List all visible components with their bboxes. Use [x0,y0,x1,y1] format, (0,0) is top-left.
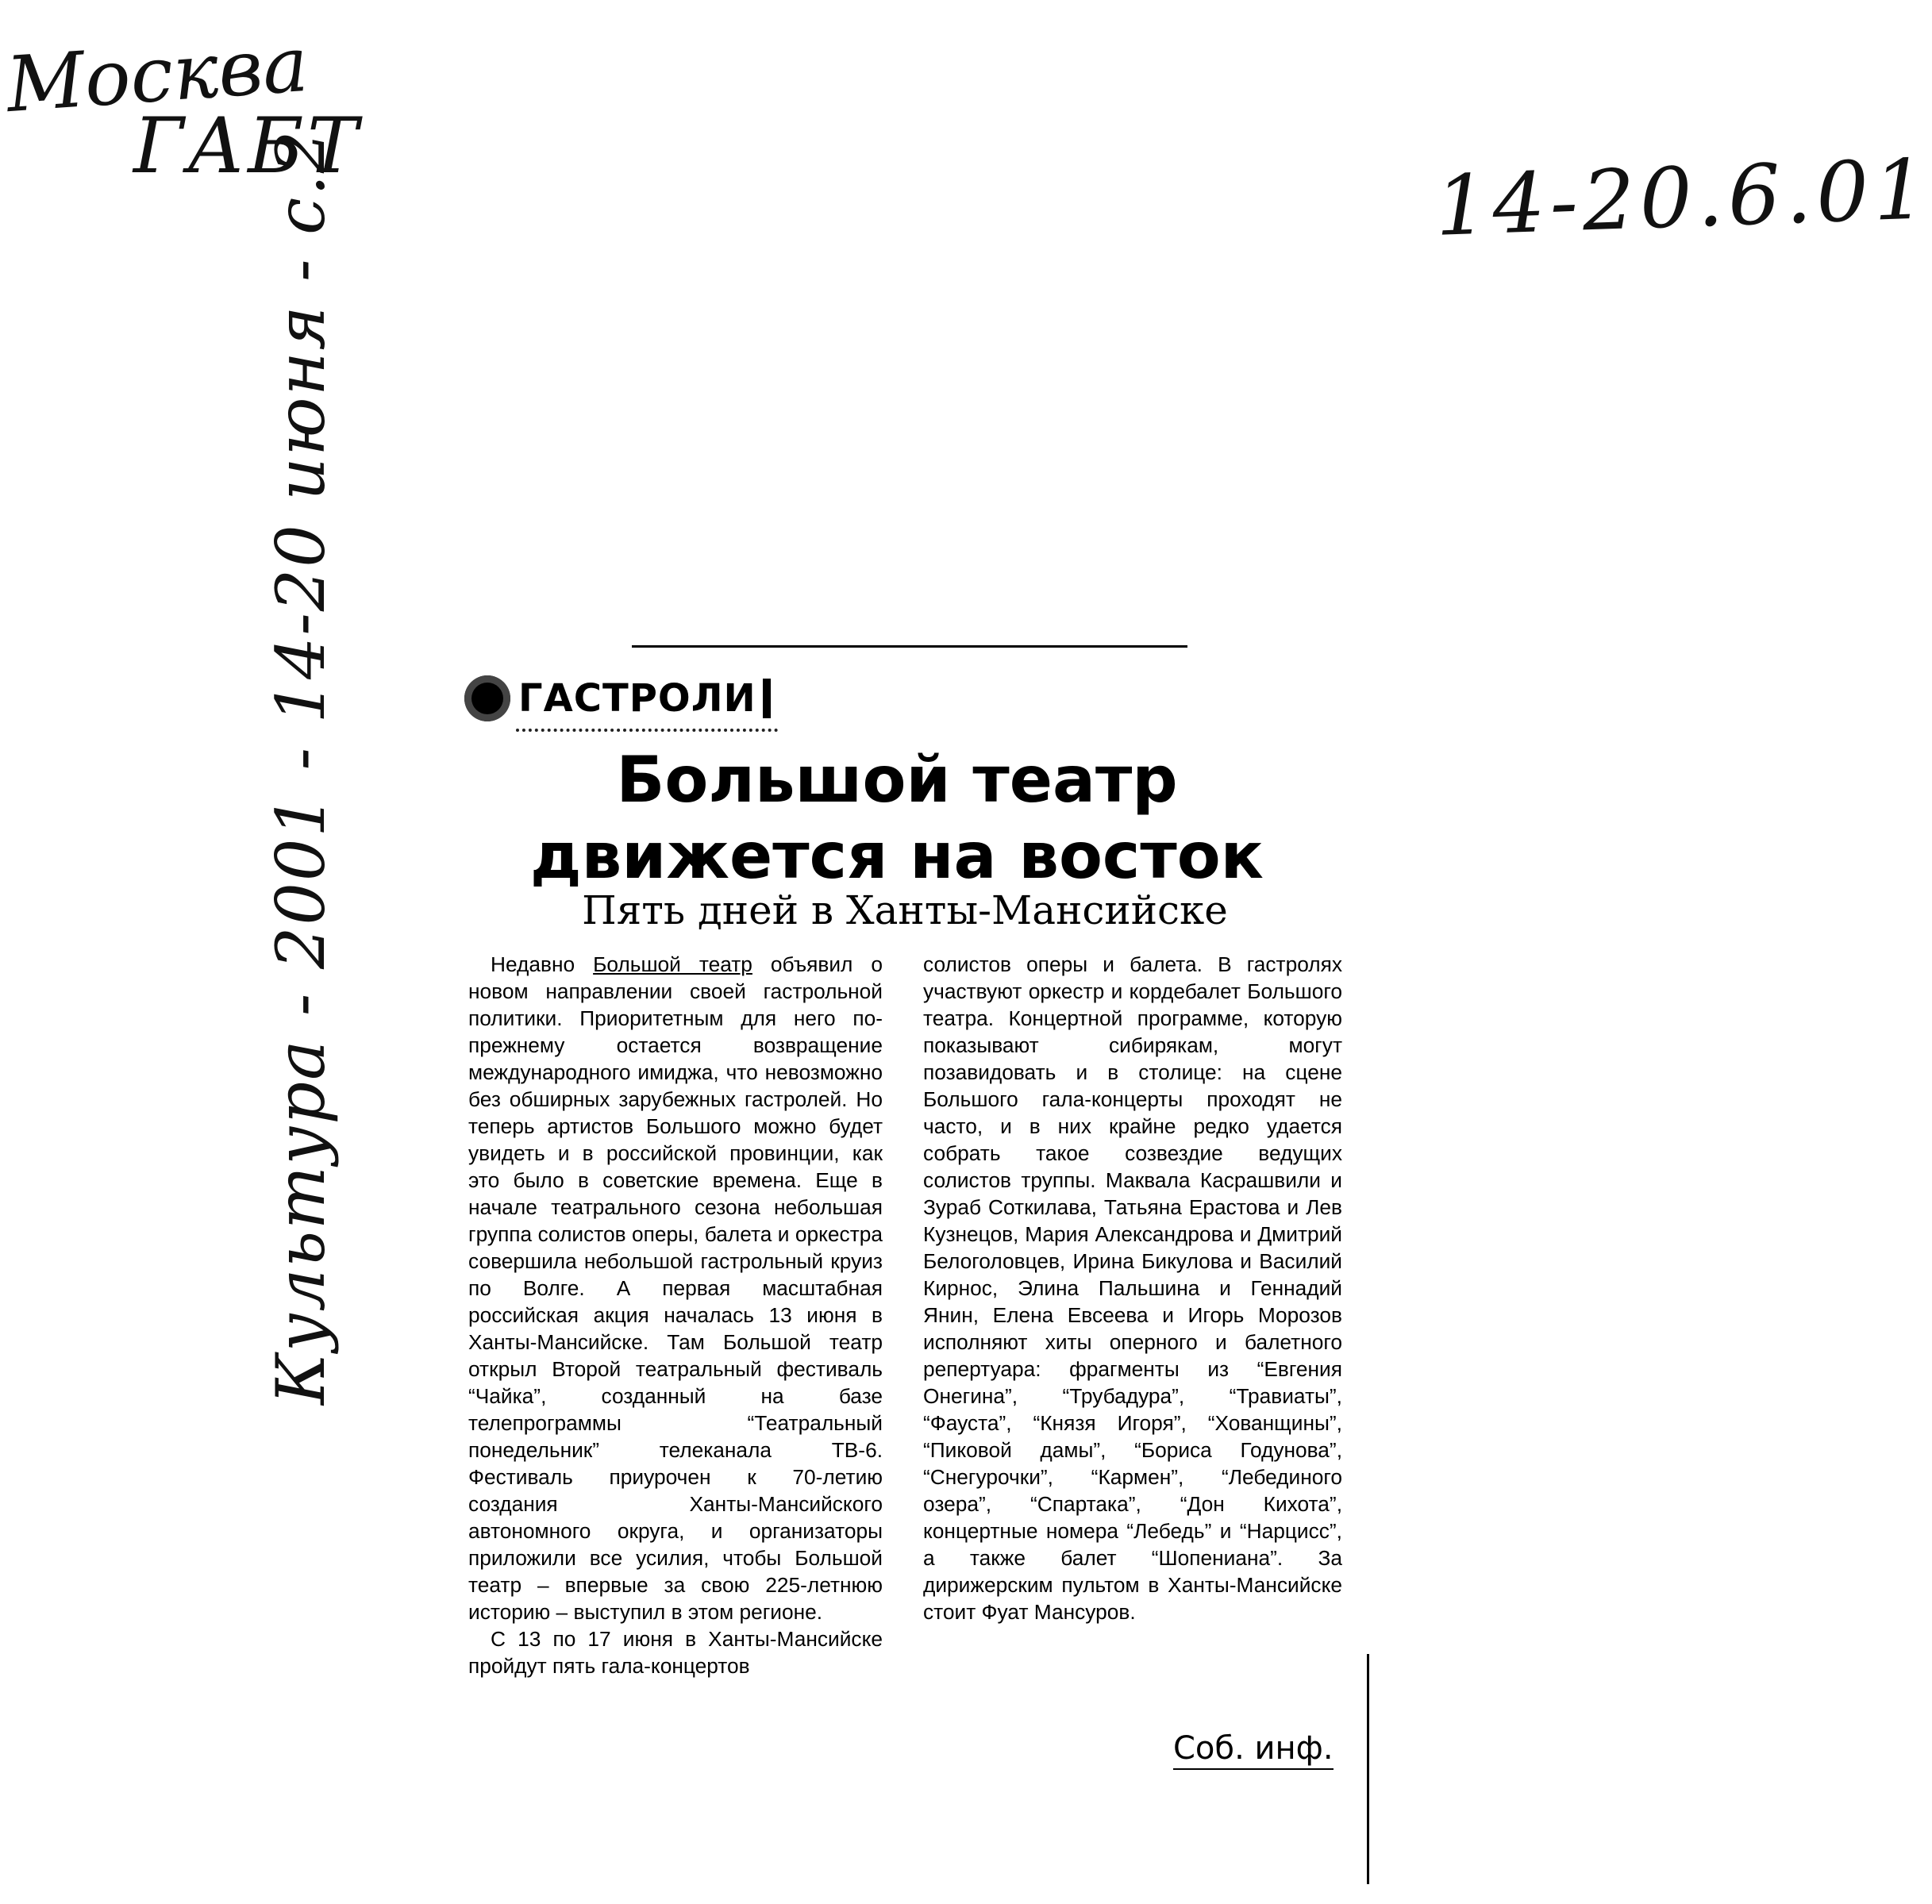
handwritten-source-note: Культура - 2001 - 14-20 июня - с.2 [262,129,340,1405]
column-1-lead: Недавно [491,952,594,976]
underlined-theatre-name: Большой театр [593,952,752,976]
subheadline: Пять дней в Ханты-Мансийске [582,887,1228,933]
column-1-paragraph-1 [468,951,883,1625]
byline-signature: Соб. инф. [1173,1730,1334,1770]
article-column-2 [923,951,1342,1625]
column-2-paragraph-1: солистов оперы и балета. В гастролях участвуют оркестр и кордебалет Большого театра. Концертной программе, которую показывают сибирякам, могут позавидовать и в столице: на сцене Большого гала-концерты проходят не часто, и в них крайне редко удается собрать такое созвездие ведущих солистов труппы. Маквала Касрашвили и Зураб Соткилава, Татьяна Ерастова и Лев Кузнецов, Мария Александрова и Дмитрий Белоголовцев, Ирина Бикулова и Василий Кирнос, Элина Пальшина и Геннадий Янин, Елена Евсеева и Игорь Морозов исполняют хиты оперного и балетного репертуара: фрагменты из “Евгения Онегина”, “Трубадура”, “Травиаты”, “Фауста”, “Князя Игоря”, “Хованщины”, “Пиковой дамы”, “Бориса Годунова”, “Снегурочки”, “Кармен”, “Лебединого озера”, “Спартака”, “Дон Кихота”, концертные номера “Лебедь” и “Нарцисс”, а также балет “Шопениана”. За дирижерским пультом в Ханты-Мансийске стоит Фуат Мансуров. [923,952,1342,1624]
rubric [464,673,771,724]
rubric-bar [763,679,771,718]
headline-line-2: движется на восток [530,819,1264,893]
clipping-edge-rule [1367,1654,1369,1884]
column-1-body: объявил о новом направлении своей гастрольной политики. Приоритетным для него по-прежнему остается возвращение международного имиджа, что невозможно без обширных зарубежных гастролей. Но теперь артистов Большого можно будет увидеть и в российской провинции, как это было в советские времена. Еще в начале театрального сезона небольшая группа солистов оперы, балета и оркестра совершила небольшой гастрольный круиз по Волге. А первая масштабная российская акция началась 13 июня в Ханты-Мансийске. Там Большой театр открыл Второй театральный фестиваль “Чайка”, созданный на базе телепрограммы “Театральный понедельник” телеканала ТВ-6. Фестиваль приурочен к 70-летию создания Ханты-Мансийского автономного округа, и организаторы приложили все усилия, чтобы Большой театр – впервые за свою 225-летнюю историю – выступил в этом регионе. [468,952,883,1624]
article-column-1 [468,951,883,1679]
rubric-bullet-icon [464,675,510,721]
handwritten-theatre-note: ГАБТ [133,102,361,190]
rubric-label: ГАСТРОЛИ [518,676,756,721]
top-rule [632,645,1187,648]
column-1-paragraph-2: С 13 по 17 июня в Ханты-Мансийске пройдут пять гала-концертов [468,1627,883,1678]
handwritten-dates-note: 14-20.6.01 [1434,140,1932,255]
headline [476,742,1318,894]
rubric-underline [516,724,778,732]
headline-line-1: Большой театр [616,743,1178,817]
handwritten-city-note: Москва [3,19,311,130]
